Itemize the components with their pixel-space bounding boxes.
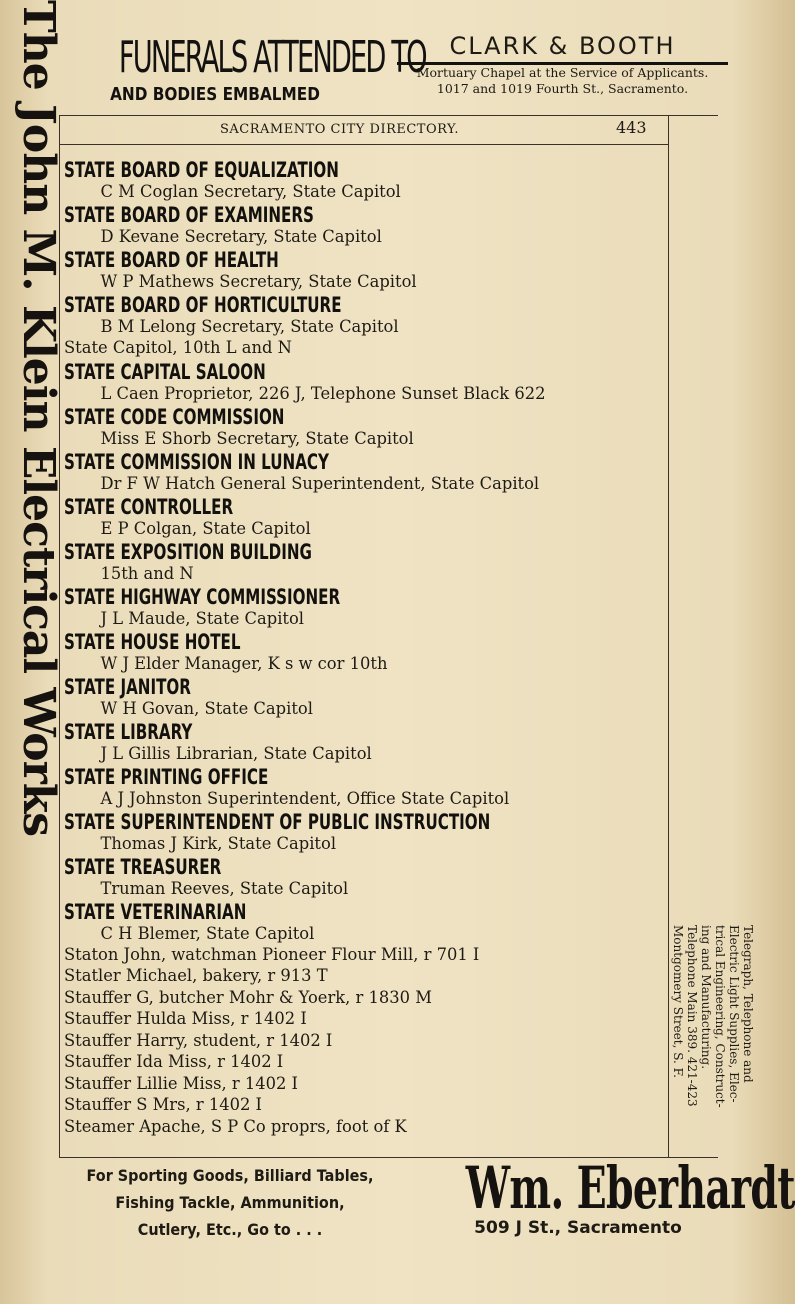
listing-detail: W H Govan, State Capitol bbox=[100, 698, 313, 719]
listing-heading: STATE SUPERINTENDENT OF PUBLIC INSTRUCTION bbox=[64, 809, 491, 834]
listing-entry bbox=[64, 765, 664, 810]
listing-detail: C H Blemer, State Capitol bbox=[100, 923, 315, 944]
listing-detail: A J Johnston Superintendent, Office State Capitol bbox=[100, 788, 510, 809]
sporting-ad-line: Cutlery, Etc., Go to . . . bbox=[137, 1220, 323, 1239]
listing-entry bbox=[64, 360, 664, 405]
listings bbox=[64, 158, 664, 1138]
plain-entry: Stauffer G, butcher Mohr & Yoerk, r 1830 M bbox=[64, 987, 432, 1008]
listing-entry bbox=[64, 585, 664, 630]
listing-heading: STATE JANITOR bbox=[64, 674, 191, 699]
listing-entry bbox=[64, 405, 664, 450]
page-number: 443 bbox=[616, 118, 647, 137]
listing-detail: 15th and N bbox=[100, 563, 194, 584]
klein-ad-line: Montgomery Street, S. F. bbox=[671, 925, 685, 1078]
listing-heading: STATE CAPITAL SALOON bbox=[64, 359, 266, 384]
listing-heading: STATE EXPOSITION BUILDING bbox=[64, 539, 312, 564]
listing-heading: STATE CODE COMMISSION bbox=[64, 404, 285, 429]
funeral-ad bbox=[60, 30, 426, 105]
sporting-ad-line: For Sporting Goods, Billiard Tables, bbox=[86, 1166, 374, 1185]
plain-entry: Stauffer Ida Miss, r 1402 I bbox=[64, 1052, 284, 1072]
column-divider bbox=[668, 115, 669, 1158]
listing-entry bbox=[64, 900, 664, 945]
listing-heading: STATE BOARD OF HEALTH bbox=[64, 248, 279, 272]
listing-detail: Thomas J Kirk, State Capitol bbox=[100, 833, 337, 854]
mortuary-ad bbox=[385, 32, 740, 97]
listing-extra-line: State Capitol, 10th L and N bbox=[64, 338, 292, 358]
plain-entry: Statler Michael, bakery, r 913 T bbox=[64, 966, 328, 986]
mortuary-line-2: 1017 and 1019 Fourth St., Sacramento. bbox=[436, 81, 689, 96]
klein-ad-line: Telephone Main 389. 421-423 bbox=[685, 925, 699, 1107]
listing-entry bbox=[64, 293, 664, 360]
funeral-ad-subtitle: AND BODIES EMBALMED bbox=[110, 84, 320, 105]
funeral-ad-title: FUNERALS ATTENDED TO bbox=[118, 32, 426, 83]
listing-entry bbox=[64, 630, 664, 675]
listing-detail: Dr F W Hatch General Superintendent, State Capitol bbox=[100, 473, 540, 494]
klein-ad-details bbox=[671, 925, 755, 1155]
mortuary-line-1: Mortuary Chapel at the Service of Applicants. bbox=[416, 65, 709, 80]
listing-heading: STATE HIGHWAY COMMISSIONER bbox=[64, 584, 341, 609]
listing-entry bbox=[64, 540, 664, 585]
listing-heading: STATE COMMISSION IN LUNACY bbox=[64, 449, 329, 474]
listing-detail: W P Mathews Secretary, State Capitol bbox=[100, 272, 417, 292]
listing-detail: C M Coglan Secretary, State Capitol bbox=[100, 182, 401, 202]
mortuary-firm-name: CLARK & BOOTH bbox=[397, 32, 728, 65]
klein-ad-line: trical Engineering, Construct- bbox=[713, 925, 727, 1108]
listing-entry bbox=[64, 248, 664, 293]
listing-detail: J L Gillis Librarian, State Capitol bbox=[100, 743, 372, 764]
plain-entry: Stauffer Hulda Miss, r 1402 I bbox=[64, 1009, 307, 1029]
plain-entry: Steamer Apache, S P Co proprs, foot of K bbox=[64, 1116, 407, 1137]
frame-top-rule bbox=[668, 115, 718, 116]
listing-heading: STATE VETERINARIAN bbox=[64, 899, 247, 924]
listing-heading: STATE LIBRARY bbox=[64, 719, 193, 744]
klein-ad-line: Telegraph, Telephone and bbox=[741, 925, 755, 1083]
plain-entry: Stauffer S Mrs, r 1402 I bbox=[64, 1095, 263, 1115]
listing-heading: STATE BOARD OF HORTICULTURE bbox=[64, 293, 342, 317]
listing-entry bbox=[64, 855, 664, 900]
eberhardt-address: 509 J St., Sacramento bbox=[474, 1218, 682, 1238]
listing-heading: STATE BOARD OF EXAMINERS bbox=[64, 203, 314, 227]
listing-heading: STATE BOARD OF EQUALIZATION bbox=[64, 158, 339, 182]
listing-entry bbox=[64, 810, 664, 855]
listing-detail: L Caen Proprietor, 226 J, Telephone Sunset Black 622 bbox=[100, 383, 546, 404]
listing-detail: Miss E Shorb Secretary, State Capitol bbox=[100, 428, 414, 449]
listing-detail: B M Lelong Secretary, State Capitol bbox=[100, 317, 399, 337]
listing-entry bbox=[64, 495, 664, 540]
sporting-ad-line: Fishing Tackle, Ammunition, bbox=[115, 1193, 345, 1212]
listing-entry bbox=[64, 450, 664, 495]
plain-entry: Stauffer Harry, student, r 1402 I bbox=[64, 1030, 333, 1051]
directory-title: SACRAMENTO CITY DIRECTORY. bbox=[220, 122, 460, 137]
listing-heading: STATE PRINTING OFFICE bbox=[64, 764, 269, 789]
listing-heading: STATE CONTROLLER bbox=[64, 494, 234, 519]
klein-ad-name: The John M. Klein Electrical Works bbox=[13, 0, 64, 837]
klein-ad-line: ing and Manufacturing. bbox=[699, 925, 713, 1070]
listing-heading: STATE TREASURER bbox=[64, 854, 222, 879]
listing-detail: J L Maude, State Capitol bbox=[100, 608, 305, 629]
listing-detail: W J Elder Manager, K s w cor 10th bbox=[100, 653, 388, 674]
sporting-goods-ad bbox=[60, 1162, 400, 1243]
listing-entry bbox=[64, 720, 664, 765]
listing-detail: E P Colgan, State Capitol bbox=[100, 518, 311, 539]
listing-detail: D Kevane Secretary, State Capitol bbox=[100, 227, 382, 247]
listing-entry bbox=[64, 203, 664, 248]
listing-detail: Truman Reeves, State Capitol bbox=[100, 878, 349, 899]
running-head bbox=[60, 117, 668, 145]
listing-entry bbox=[64, 158, 664, 203]
listing-entry bbox=[64, 675, 664, 720]
klein-ad-line: Electric Light Supplies, Elec- bbox=[727, 925, 741, 1103]
eberhardt-name: Wm. Eberhardt bbox=[465, 1154, 795, 1222]
plain-entry: Stauffer Lillie Miss, r 1402 I bbox=[64, 1073, 298, 1094]
listing-heading: STATE HOUSE HOTEL bbox=[64, 629, 241, 654]
plain-entry: Staton John, watchman Pioneer Flour Mill, r 701 I bbox=[64, 944, 480, 965]
